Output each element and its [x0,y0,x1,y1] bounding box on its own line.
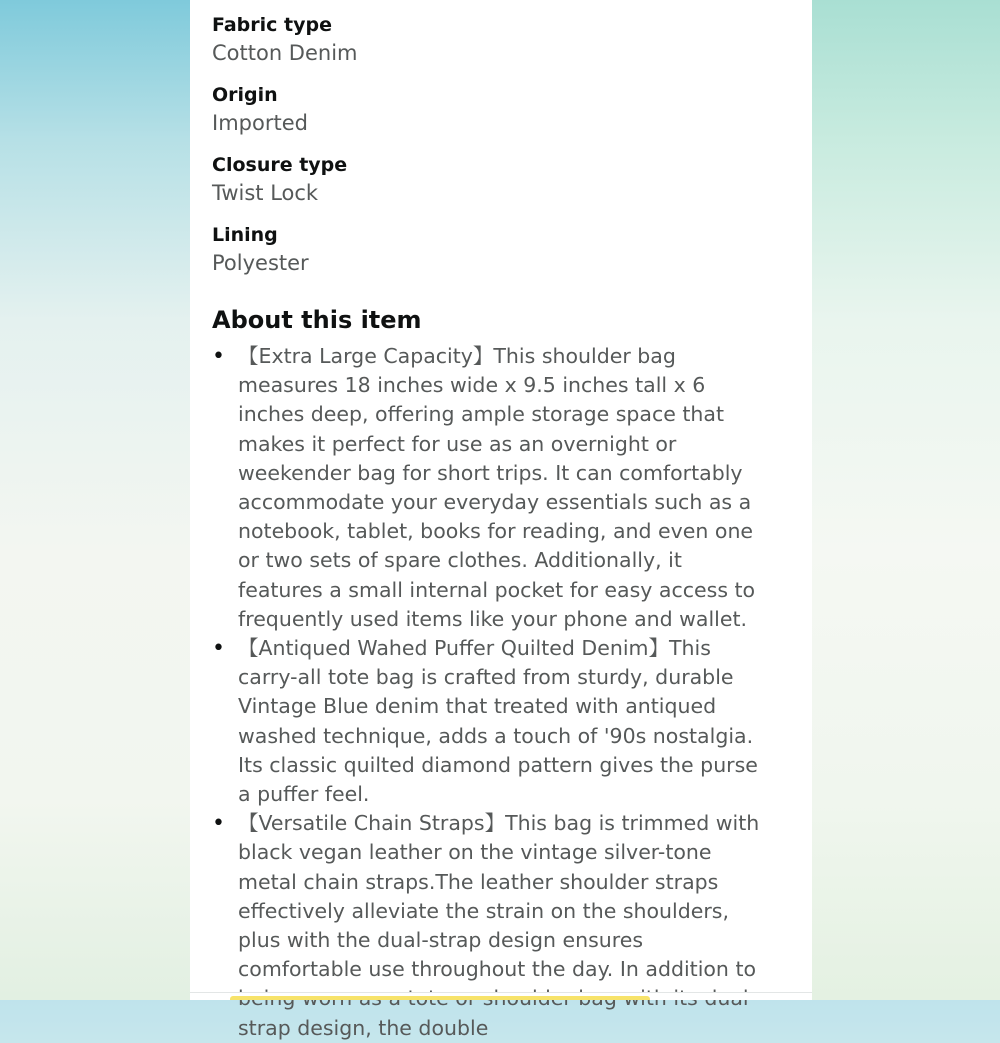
spec-value: Cotton Denim [212,41,358,65]
feature-bullet-text: 【Versatile Chain Straps】This bag is trimmed with black vegan leather on the vintage silver-tone metal chain straps.The leather shoulder straps effectively alleviate the strain on the shoulders, plus with the dual-strap design ensures comfortable use throughout the day. In addition to strap design, the double [238,811,760,1040]
feature-bullet [212,342,790,634]
spec-value: Imported [212,111,308,135]
product-details-panel[interactable] [190,0,812,1040]
background-right [812,0,1000,1000]
feature-bullet-text: 【Antiqued Wahed Puffer Quilted Denim】This carry-all tote bag is crafted from sturdy, durable Vintage Blue denim that treated with antiqued washed technique, adds a touch of '90s nostalgia. Its classic quilted diamond pattern gives the purse a puffer feel. [238,636,758,807]
feature-bullet [212,634,790,809]
feature-bullet-text: 【Extra Large Capacity】This shoulder bag measures 18 inches wide x 9.5 inches tall x 6 inches deep, offering ample storage space that makes it perfect for use as an overnight or weekender bag for short trips. It can comfortably accommodate your everyday essentials such as a notebook, tablet, books for reading, and even one or two sets of spare clothes. Additionally, it features a small internal pocket for easy access to frequently used items like your phone and wallet. [238,344,756,631]
spec-fabric-type [212,12,790,68]
spec-label: Origin [212,84,278,106]
background-left [0,0,190,1000]
feature-bullet-list [212,342,790,1043]
spec-origin [212,82,790,138]
bullet-dot-icon: • [212,811,225,837]
spec-lining [212,222,790,278]
spec-label: Lining [212,224,278,246]
spec-value: Twist Lock [212,181,319,205]
about-this-item-heading: About this item [212,306,422,334]
add-to-cart-bar-peek[interactable] [230,996,650,1000]
feature-bullet [212,809,790,1043]
spec-label: Fabric type [212,14,333,36]
spec-label: Closure type [212,154,348,176]
bullet-dot-icon: • [212,636,225,662]
spec-closure-type [212,152,790,208]
bullet-dot-icon: • [212,344,225,369]
spec-value: Polyester [212,251,309,275]
